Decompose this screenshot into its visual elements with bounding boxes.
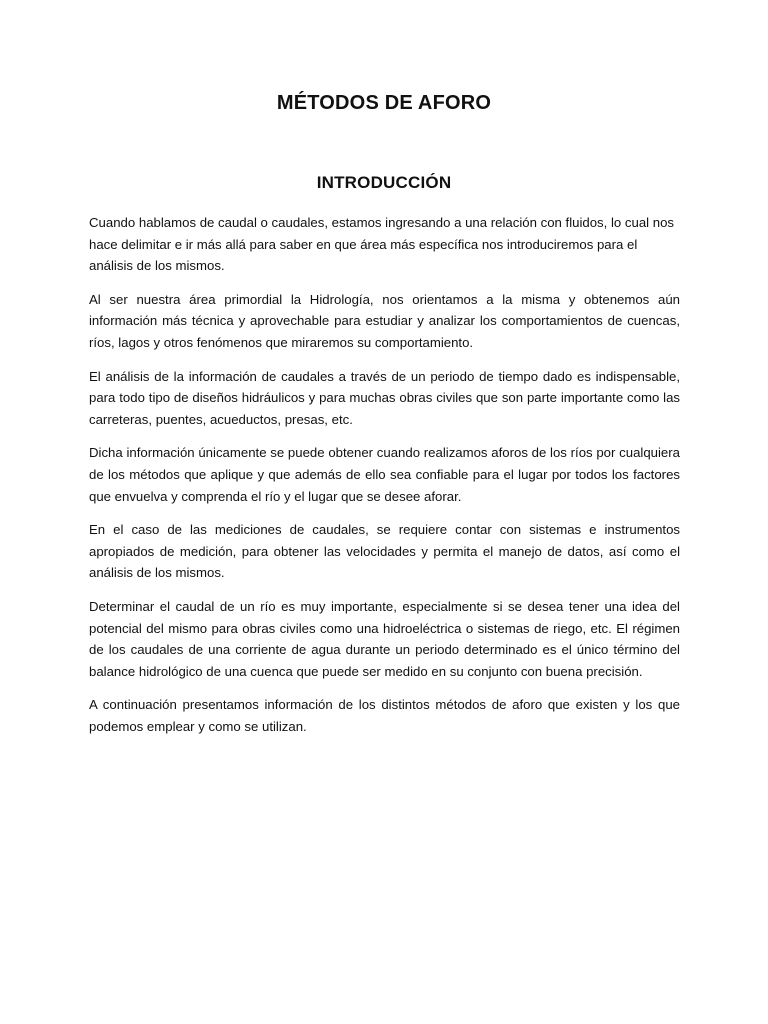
paragraph-1: Cuando hablamos de caudal o caudales, estamos ingresando a una relación con fluidos, lo cual nos hace delimitar e ir más allá para saber en que área más específica nos introduciremos para el análisis de los mismos. — [89, 215, 675, 274]
paragraph-4: Dicha información únicamente se puede obtener cuando realizamos aforos de los ríos por cualquiera de los métodos que aplique y que además de ello sea confiable para el lugar por todos los factores que envuelva y comprenda el río y el lugar que se desee aforar. — [89, 445, 680, 504]
paragraph-2: Al ser nuestra área primordial la Hidrología, nos orientamos a la misma y obtenemos aún información más técnica y aprovechable para estudiar y analizar los comportamientos de cuencas, ríos, lagos y otros fenómenos que miraremos su comportamiento. — [89, 291, 680, 350]
paragraph-7: A continuación presentamos información de los distintos métodos de aforo que existen y los que podemos emplear y como se utilizan. — [89, 697, 680, 734]
document-title: MÉTODOS DE AFORO — [276, 92, 492, 114]
document-body — [89, 212, 680, 749]
paragraph-6: Determinar el caudal de un río es muy importante, especialmente si se desea tener una idea del potencial del mismo para obras civiles como una hidroeléctrica o sistemas de riego, etc. El régimen de los caudales de una corriente de agua durante un periodo determinado es el único término del balance hidrológico de una cuenca que puede ser medido en su conjunto con buena precisión. — [89, 598, 680, 679]
paragraph-3: El análisis de la información de caudales a través de un periodo de tiempo dado es indispensable, para todo tipo de diseños hidráulicos y para muchas obras civiles que son parte importante como las carreteras, puentes, acueductos, presas, etc. — [89, 368, 680, 427]
paragraph-5: En el caso de las mediciones de caudales, se requiere contar con sistemas e instrumentos apropiados de medición, para obtener las velocidades y permita el manejo de datos, así como el análisis de los mismos. — [89, 522, 680, 581]
section-heading: INTRODUCCIÓN — [316, 173, 452, 192]
